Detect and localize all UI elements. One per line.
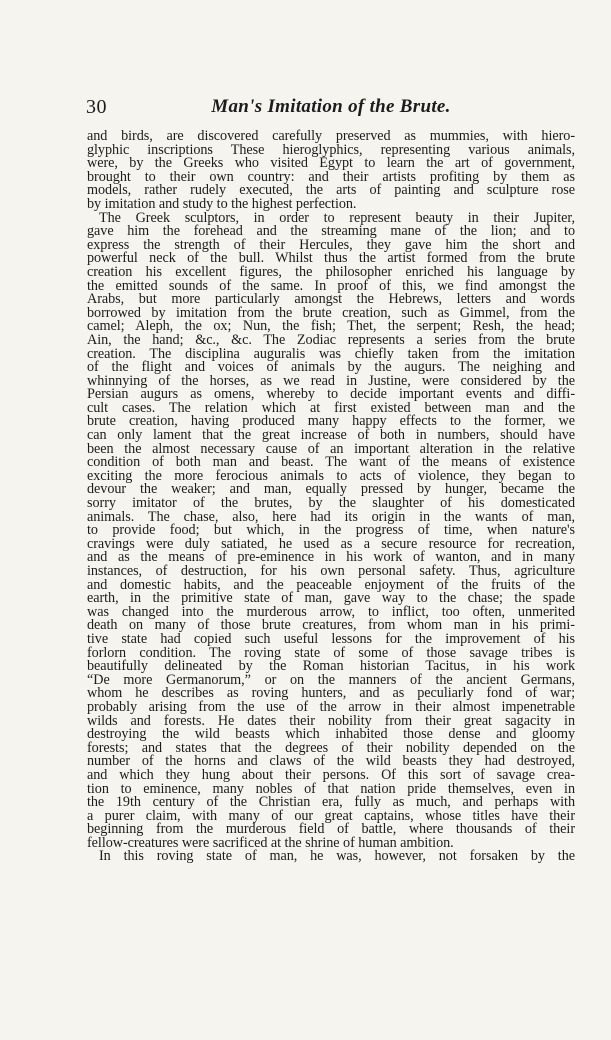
text-line: by imitation and study to the highest perfection. xyxy=(87,195,357,212)
text-line: forests; and states that the degrees of their nobility depended on the xyxy=(87,739,575,756)
text-line: can only lament that the great increase of both in numbers, should have xyxy=(87,427,575,444)
text-line: powerful neck of the bull. Whilst thus the artist formed from the brute xyxy=(87,250,575,267)
text-line: whom he describes as roving hunters, and as peculiarly fond of war; xyxy=(87,685,575,702)
text-line: instances, of destruction, for his own personal safety. Thus, agriculture xyxy=(87,563,575,579)
text-line: the emitted sounds of the same. In proof of this, we find amongst the xyxy=(87,277,575,294)
text-line: and as the means of pre-eminence in his work of wanton, and in many xyxy=(87,549,575,566)
text-line: camel; Aleph, the ox; Nun, the fish; Thet, the serpent; Resh, the head; xyxy=(87,318,575,335)
text-line: creation his excellent figures, the philosopher enriched his language by xyxy=(87,263,575,280)
text-line: and which they hung about their persons. Of this sort of savage crea- xyxy=(87,766,575,783)
text-line: condition of both man and beast. The want of the means of existence xyxy=(87,454,575,471)
text-line: cravings were duly satiated, he used as a secure resource for recreation, xyxy=(87,535,575,552)
text-line: models, rather rudely executed, the arts of painting and sculpture rose xyxy=(87,182,575,199)
text-line: Persian augurs as omens, whereby to decide important events and diffi- xyxy=(87,386,575,403)
text-line: Ain, the hand; &c., &c. The Zodiac represents a series from the brute xyxy=(87,331,575,348)
text-line: destroying the wild beasts which inhabited those dense and gloomy xyxy=(87,726,575,743)
text-line: brute creation, having produced many happy effects to the former, we xyxy=(87,413,575,430)
text-line: were, by the Greeks who visited Egypt to learn the art of government, xyxy=(87,155,575,172)
text-line: sorry imitator of the brutes, by the slaughter of his domesticated xyxy=(87,495,575,512)
text-line: Arabs, but more particularly amongst the Hebrews, letters and words xyxy=(87,291,575,308)
text-line: tive state had copied such useful lessons for the improvement of his xyxy=(87,630,575,647)
text-line: The Greek sculptors, in order to represent beauty in their Jupiter, xyxy=(99,209,575,226)
text-line: the 19th century of the Christian era, fully as much, and perhaps with xyxy=(87,794,575,811)
text-line: cult cases. The relation which at first existed between man and the xyxy=(87,399,575,416)
text-line: beginning from the murderous field of battle, where thousands of their xyxy=(87,821,575,838)
text-line: creation. The disciplina auguralis was chiefly taken from the imitation xyxy=(87,345,575,362)
text-line: a purer claim, with many of our great captains, whose titles have their xyxy=(87,807,575,824)
text-line: and birds, are discovered carefully preserved as mummies, with hiero- xyxy=(87,128,575,144)
text-line: forlorn condition. The roving state of some of those savage tribes is xyxy=(87,644,575,661)
text-line: to provide food; but which, in the progress of time, when nature's xyxy=(87,522,575,539)
text-line: of the flight and voices of animals by the augurs. The neighing and xyxy=(87,359,575,376)
text-line: earth, in the primitive state of man, gave way to the chase; the spade xyxy=(87,590,575,607)
text-line: exciting the more ferocious animals to acts of violence, they began to xyxy=(87,467,575,484)
running-title: Man's Imitation of the Brute. xyxy=(211,96,451,117)
text-line: wilds and forests. He dates their nobility from their great sagacity in xyxy=(87,712,575,729)
text-line: tion to eminence, many nobles of that nation pride themselves, even in xyxy=(87,780,575,797)
text-line: probably arising from the use of the arrow in their almost impenetrable xyxy=(87,698,575,715)
running-head xyxy=(86,96,576,122)
text-line: number of the horns and claws of the wild beasts they had destroyed, xyxy=(87,753,575,770)
text-line: animals. The chase, also, here had its origin in the wants of man, xyxy=(87,508,575,525)
text-line: fellow-creatures were sacrificed at the shrine of human ambition. xyxy=(87,834,454,851)
text-line: was changed into the murderous arrow, to inflict, too often, unmerited xyxy=(87,603,575,620)
text-line: gave him the forehead and the streaming mane of the lion; and to xyxy=(87,223,575,240)
text-line: In this roving state of man, he was, however, not forsaken by the xyxy=(99,848,575,865)
text-line: death on many of those brute creatures, from whom man in his primi- xyxy=(87,617,575,634)
text-line: whinnying of the horses, as we read in Justine, were considered by the xyxy=(87,372,575,389)
text-line: borrowed by imitation from the brute creation, such as Gimmel, from the xyxy=(87,304,575,321)
body-text xyxy=(87,130,575,864)
text-line: glyphic inscriptions These hieroglyphics, representing various animals, xyxy=(87,141,575,158)
text-line: beautifully delineated by the Roman historian Tacitus, in his work xyxy=(87,658,575,675)
text-line: been the almost necessary cause of an important alteration in the relative xyxy=(87,440,575,457)
text-line: “De more Germanorum,” or on the manners of the ancient Germans, xyxy=(87,671,575,688)
text-line: devour the weaker; and man, equally pressed by hunger, became the xyxy=(87,481,575,498)
page-number: 30 xyxy=(86,96,107,118)
text-line: brought to their own country: and their artists profiting by them as xyxy=(87,168,575,185)
text-line: express the strength of their Hercules, they gave him the short and xyxy=(87,236,575,253)
text-line: and domestic habits, and the peaceable enjoyment of the fruits of the xyxy=(87,576,575,593)
